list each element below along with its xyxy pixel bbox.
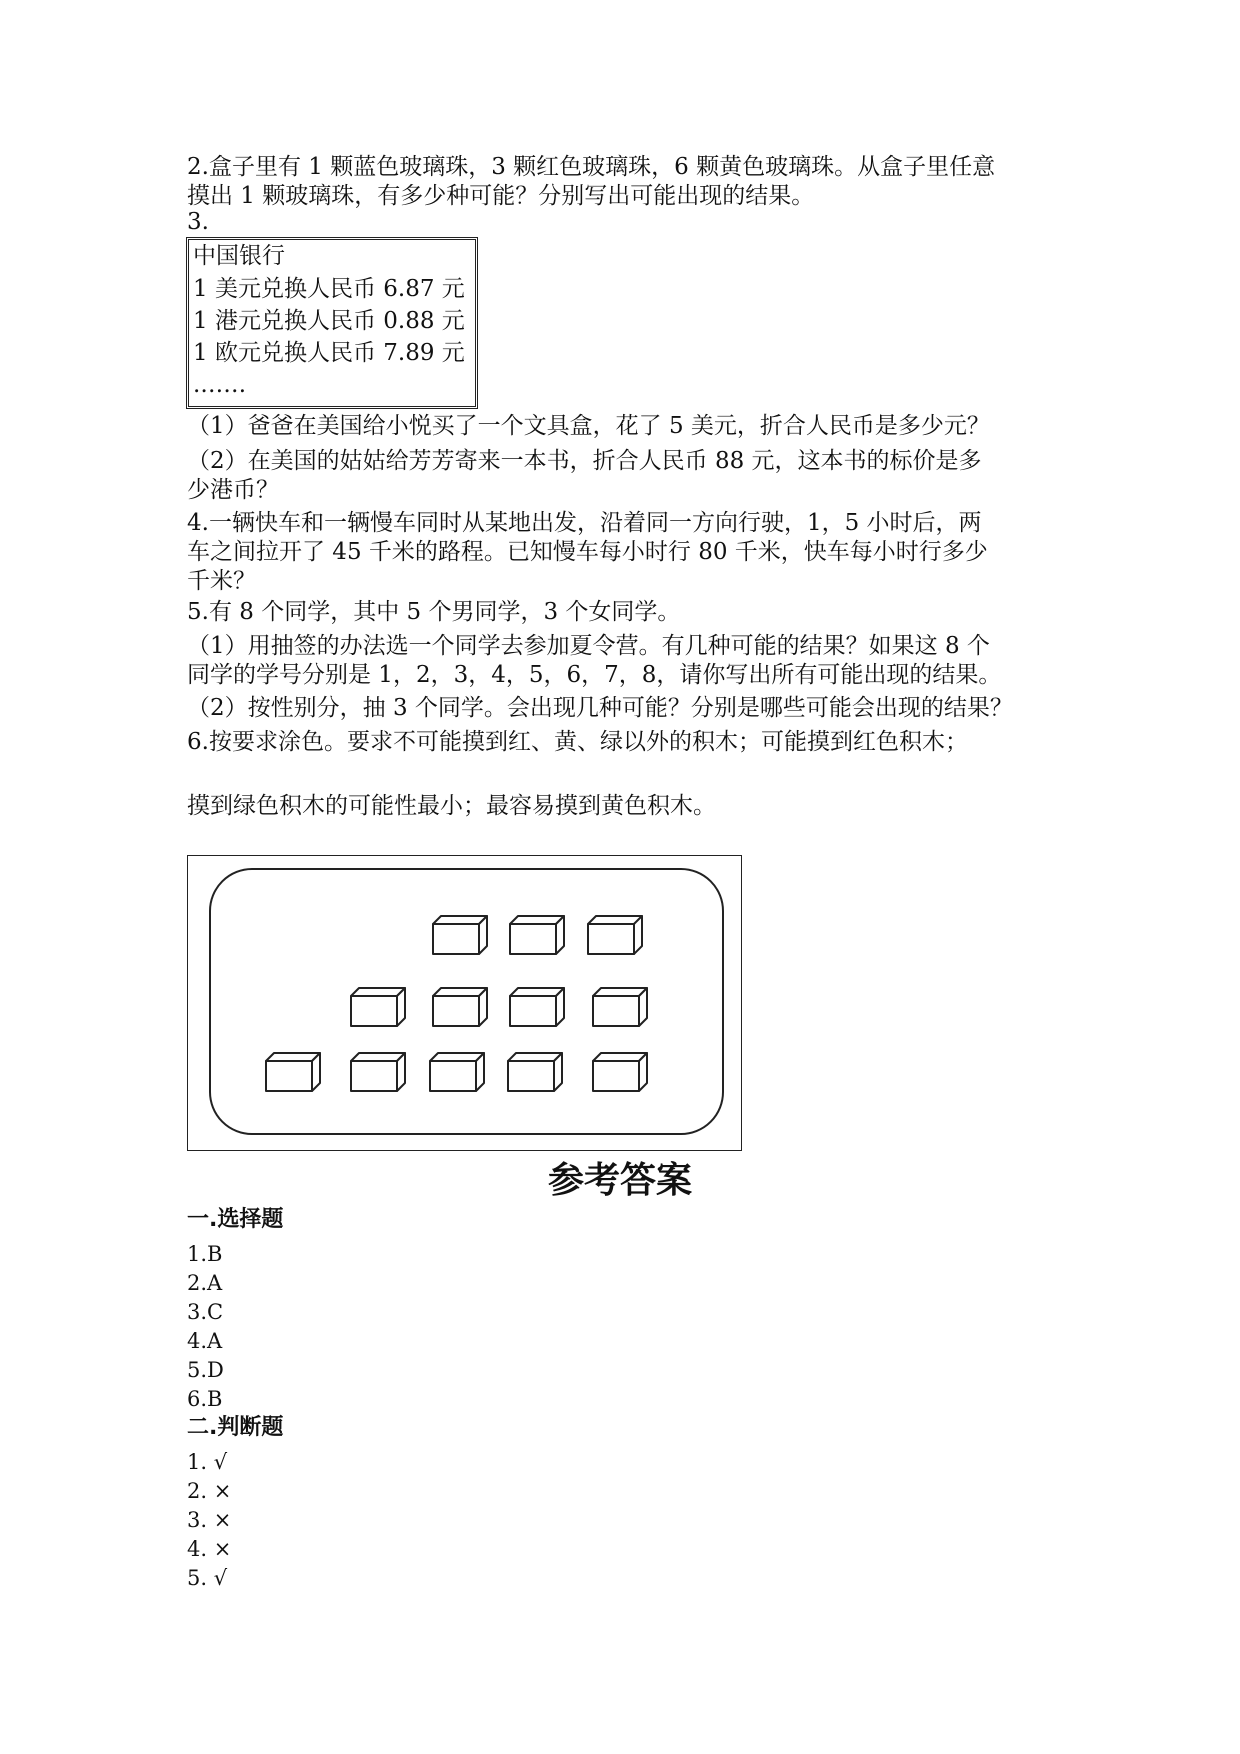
q2-line-2: 摸出 1 颗玻璃珠，有多少种可能？分别写出可能出现的结果。: [187, 183, 815, 209]
q5-sub-1-line-1: （1）用抽签的办法选一个同学去参加夏令营。有几种可能的结果？如果这 8 个: [187, 633, 990, 659]
block-cube: [433, 916, 487, 954]
block-cube: [351, 1053, 405, 1091]
answer-item: 3. ×: [187, 1508, 232, 1532]
block-cube: [508, 1053, 562, 1091]
q5-line-1: 5.有 8 个同学，其中 5 个男同学，3 个女同学。: [187, 599, 681, 625]
answer-item: 4.A: [187, 1329, 223, 1353]
rate-usd: 1 美元兑换人民币 6.87 元: [193, 276, 465, 302]
answer-item: 6.B: [187, 1387, 223, 1411]
q3-sub-2-line-2: 少港币？: [187, 477, 279, 503]
q4-line-3: 千米？: [187, 568, 256, 594]
block-cube: [593, 988, 647, 1026]
answer-item: 5.D: [187, 1358, 224, 1382]
section-1-heading: 一.选择题: [187, 1207, 284, 1232]
bank-name: 中国银行: [193, 243, 285, 269]
block-cube: [430, 1053, 484, 1091]
block-cube: [266, 1053, 320, 1091]
rate-ellipsis: .……: [193, 372, 247, 398]
block-cube: [510, 988, 564, 1026]
q5-sub-1-line-2: 同学的学号分别是 1，2，3，4，5，6，7，8，请你写出所有可能出现的结果。: [187, 662, 1002, 688]
block-cube: [593, 1053, 647, 1091]
rate-eur: 1 欧元兑换人民币 7.89 元: [193, 340, 465, 366]
q2-line-1: 2.盒子里有 1 颗蓝色玻璃珠，3 颗红色玻璃珠，6 颗黄色玻璃珠。从盒子里任意: [187, 154, 996, 180]
answer-item: 3.C: [187, 1300, 224, 1324]
section-2-heading: 二.判断题: [187, 1415, 284, 1440]
block-cube: [588, 916, 642, 954]
blocks-figure: [187, 855, 742, 1151]
answer-item: 4. ×: [187, 1537, 232, 1561]
blocks-layer: [266, 916, 647, 1091]
answer-item: 5. √: [187, 1566, 228, 1590]
rate-hkd: 1 港元兑换人民币 0.88 元: [193, 308, 465, 334]
q6-line-2: 摸到绿色积木的可能性最小；最容易摸到黄色积木。: [187, 793, 716, 819]
blocks-figure-svg: [188, 856, 743, 1152]
q3-sub-1: （1）爸爸在美国给小悦买了一个文具盒，花了 5 美元，折合人民币是多少元？: [187, 413, 990, 439]
answer-item: 1.B: [187, 1242, 223, 1266]
q3-sub-2-line-1: （2）在美国的姑姑给芳芳寄来一本书，折合人民币 88 元，这本书的标价是多: [187, 448, 982, 474]
answers-title: 参考答案: [547, 1160, 692, 1201]
exchange-rate-box: [186, 237, 478, 409]
q4-line-1: 4.一辆快车和一辆慢车同时从某地出发，沿着同一方向行驶，1，5 小时后，两: [187, 510, 982, 536]
answer-item: 1. √: [187, 1450, 228, 1474]
q5-sub-2: （2）按性别分，抽 3 个同学。会出现几种可能？分别是哪些可能会出现的结果？: [187, 695, 1013, 721]
block-cube: [433, 988, 487, 1026]
block-cube: [351, 988, 405, 1026]
answer-item: 2. ×: [187, 1479, 232, 1503]
answer-item: 2.A: [187, 1271, 223, 1295]
q3-number: 3.: [187, 209, 209, 235]
q6-line-1: 6.按要求涂色。要求不可能摸到红、黄、绿以外的积木；可能摸到红色积木；: [187, 729, 968, 755]
q4-line-2: 车之间拉开了 45 千米的路程。已知慢车每小时行 80 千米，快车每小时行多少: [187, 539, 988, 565]
block-cube: [510, 916, 564, 954]
